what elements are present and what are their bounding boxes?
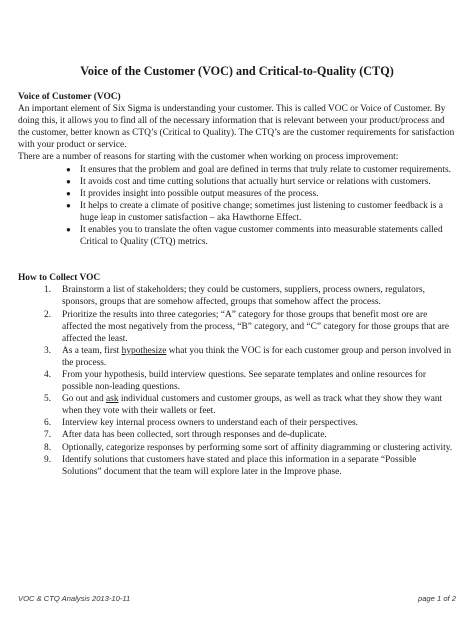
list-item: 1. Brainstorm a list of stakeholders; they could be customers, suppliers, process owners, regulators, sponsors, groups that are somehow affected, groups that somehow affect the process. (44, 285, 425, 308)
list-item: ● It avoids cost and time cutting solutions that actually hurt service or relations with customers. (66, 176, 431, 187)
list-item: ● It ensures that the problem and goal are defined in terms that truly relate to customer requirements. (66, 164, 451, 175)
list-item: 3. As a team, first hypothesize what you think the VOC is for each customer group and person involved in the process. (44, 345, 452, 368)
list-item: ● It provides insight into possible output measures of the process. (66, 188, 319, 199)
list-item: ● It helps to create a climate of positive change; sometimes just listening to customer feedback is a huge leap in customer satisfaction – aka Hawthorne Effect. (66, 200, 443, 223)
list-item: 8. Optionally, categorize responses by performing some sort of affinity diagramming or clustering activity. (44, 442, 453, 453)
list-item: 6. Interview key internal process owners to understand each of their perspectives. (44, 418, 358, 429)
ask-link[interactable]: ask (106, 394, 119, 405)
reasons-intro: There are a number of reasons for starting with the customer when working on process improvement: (18, 152, 399, 163)
footer-page-number: page 1 of 2 (417, 594, 456, 603)
bullet-icon: ● (66, 176, 71, 186)
section-heading-voc: Voice of Customer (VOC) (18, 92, 121, 102)
voc-paragraph: An important element of Six Sigma is understanding your customer. This is called VOC or Voice of Customer. By doing this, it allows you to find all of the necessary information that is relevant between your product/process and the customer, better known as CTQ’s (Critical to Quality). The CTQ’s are the customer requirements for satisfaction with your product or service. (18, 104, 455, 151)
list-item: 7. After data has been collected, sort through responses and de-duplicate. (44, 430, 327, 441)
document-body (18, 91, 456, 478)
list-item: ● It enables you to translate the often vague customer comments into measurable statements called Critical to Quality (CTQ) metrics. (66, 225, 443, 248)
bullet-icon: ● (66, 200, 71, 210)
section-heading-collect: How to Collect VOC (18, 273, 101, 284)
bullet-icon: ● (66, 188, 71, 198)
bullet-icon: ● (66, 225, 71, 235)
reasons-list (18, 164, 456, 249)
list-item: 2. Prioritize the results into three categories; “A” category for those groups that benefit most ore are affected the most negatively from the process, “B” category, and “C” category for those groups that are affected the least. (44, 309, 450, 344)
hypothesize-link[interactable]: hypothesize (121, 345, 167, 356)
bullet-icon: ● (66, 164, 71, 174)
steps-list (18, 284, 456, 478)
list-item: 5. Go out and ask individual customers and customer groups, as well as track what they show they want when they vote with their wallets or feet. (44, 394, 443, 417)
document-title: Voice of the Customer (VOC) and Critical-to-Quality (CTQ) (80, 64, 394, 78)
footer-document-info: VOC & CTQ Analysis 2013-10-11 (18, 594, 131, 603)
list-item: 9. Identify solutions that customers have stated and place this information in a separate “Possible Solutions” document that the team will explore later in the Improve phase. (44, 454, 417, 477)
list-item: 4. From your hypothesis, build interview questions. See separate templates and online resources for possible non-leading questions. (44, 369, 426, 393)
